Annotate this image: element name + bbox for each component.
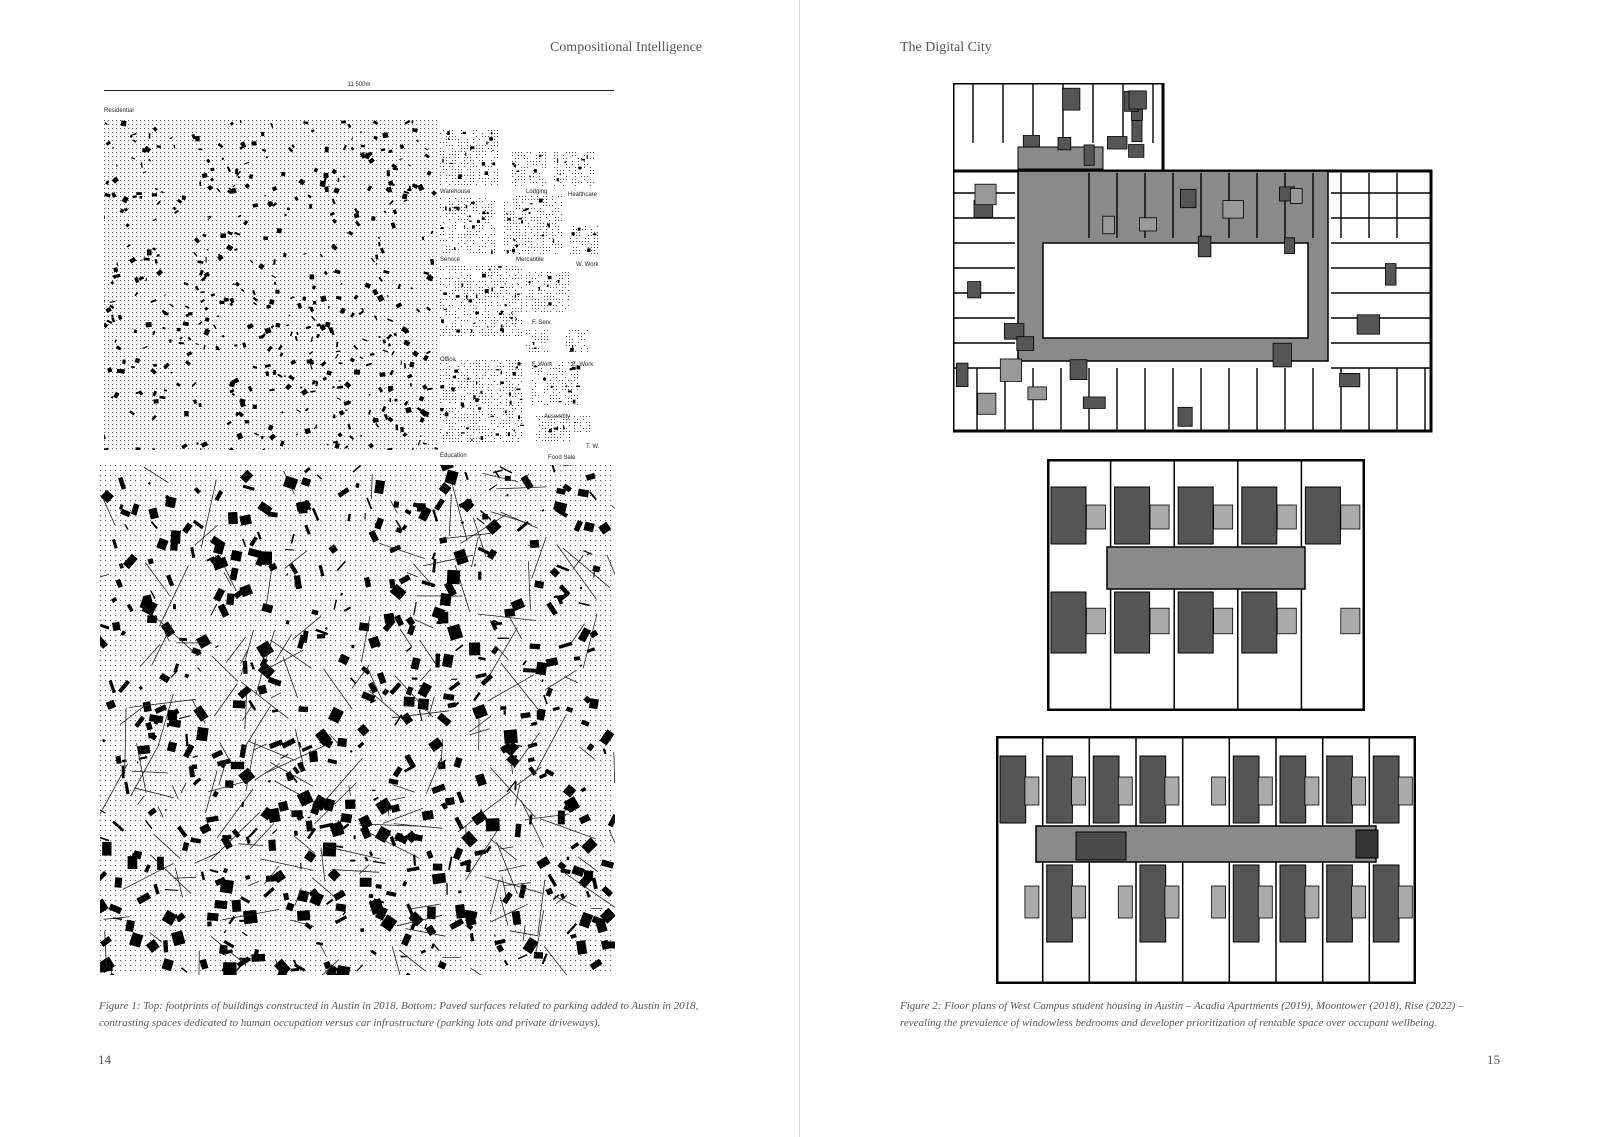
parking-surface-map: [100, 465, 615, 975]
category-label: Mercantile: [516, 257, 544, 263]
category-label: Warehouse: [440, 189, 471, 195]
category-label: Education: [440, 453, 467, 459]
floor-plan-moontower: [1047, 459, 1365, 711]
page-number-right: 15: [1487, 1052, 1500, 1067]
category-label: T. W.: [586, 444, 600, 450]
category-label: F. Serv.: [532, 320, 552, 326]
category-label: F. Work: [532, 362, 553, 368]
category-label: E. Work: [572, 362, 594, 368]
floor-plan-acadia: [953, 83, 1433, 433]
left-page: [0, 0, 799, 1137]
scale-line: [104, 90, 614, 91]
floor-plan-rise: [996, 736, 1416, 984]
category-label: Office: [440, 357, 456, 363]
category-label: Food Sale: [548, 455, 576, 461]
scale-label: 11 500m: [347, 82, 371, 88]
category-label: Service: [440, 257, 461, 263]
category-label: W. Work: [576, 262, 599, 268]
figure-2-caption: Figure 2: Floor plans of West Campus student housing in Austin – Acadia Apartments (2019), Moontower (2018), Rise (2022) – revealing the prevalence of windowless bedrooms and developer prioritization of rentable space over occupant wellbeing.: [900, 1000, 1464, 1029]
page-number-left: 14: [98, 1052, 111, 1067]
figure-1-caption: Figure 1: Top: footprints of buildings constructed in Austin in 2018. Bottom: Paved surfaces related to parking added to Austin in 2018, contrasting spaces dedicated to human occupation versus car infrastructure (parking lots and private driveways).: [99, 1000, 699, 1029]
running-head-left: Compositional Intelligence: [549, 40, 702, 55]
category-label: Lodging: [526, 189, 548, 195]
category-label: Healthcare: [568, 192, 598, 198]
running-head-right: The Digital City: [900, 40, 992, 55]
residential-label: Residential: [104, 108, 134, 114]
category-label: Assembly: [544, 414, 571, 420]
scale-bar: [104, 82, 614, 96]
residential-footprint-map: [104, 120, 438, 450]
category-mini-maps: [440, 120, 620, 460]
right-page: [800, 0, 1600, 1137]
